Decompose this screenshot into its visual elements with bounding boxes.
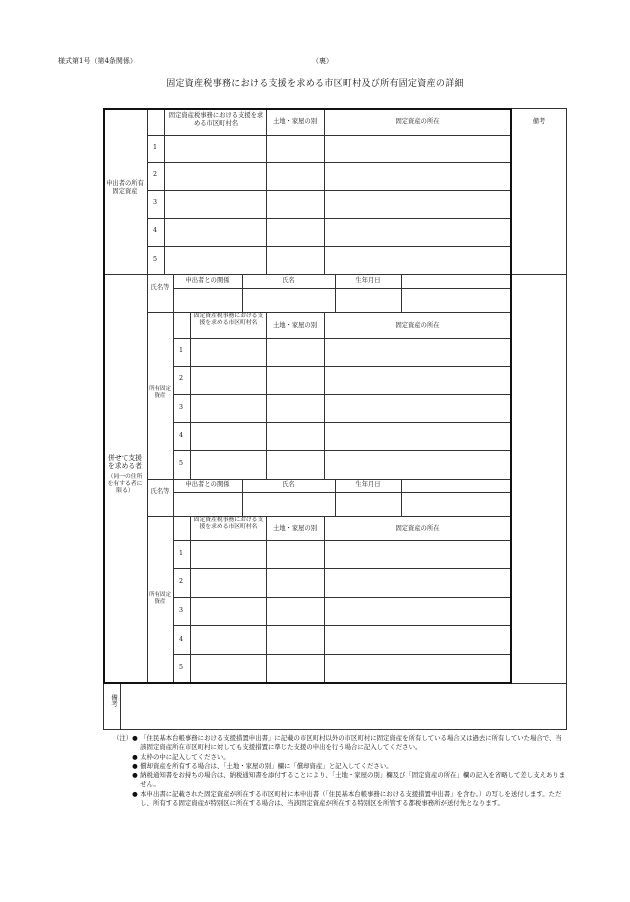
note-item: 太枠の中に記入してください。: [140, 752, 230, 761]
row-number: 4: [153, 227, 158, 234]
col-header-land-house: 土地・家屋の別: [272, 118, 318, 125]
col-header-municipality: 固定資産税事務における支援を求める市区町村名: [193, 313, 264, 326]
remarks-footer-label: 備考: [110, 694, 118, 707]
note-item: 本申出書に記載された固定資産が所在する市区町村に本申出書（「住民基本台帳事務における支援措置申出書」を含む。）の写しを送付します。ただし、所有する固定資産が特別区に所在する場合は、当該固定資産が所在する特別区を所管する都税事務所が送付先となります。: [140, 789, 562, 807]
row-number: 2: [179, 578, 184, 585]
row-number: 5: [153, 256, 158, 263]
relation-label: 申出者との関係: [185, 481, 230, 488]
name-etc-label: 氏名等: [150, 284, 170, 291]
col-header-remarks: 備考: [532, 118, 546, 125]
name-etc-label: 氏名等: [150, 488, 170, 495]
row-number: 3: [179, 607, 184, 614]
row-number: 3: [153, 199, 158, 206]
relation-label: 申出者との関係: [185, 277, 230, 284]
row-number: 4: [179, 432, 184, 439]
page-title: 固定資産税事務における支援を求める市区町村及び所有固定資産の詳細: [166, 79, 464, 89]
joint-persons-label: 併せて支援を求める者: [108, 454, 142, 471]
name-label: 氏名: [282, 481, 295, 488]
col-header-location: 固定資産の所在: [395, 118, 440, 125]
row-number: 1: [179, 347, 184, 354]
note-item: 納税通知書をお持ちの場合は、納税通知書を添付することにより、「土地・家屋の別」欄及び「固定資産の所在」欄の記入を省略して差し支えありません。: [140, 771, 566, 789]
owned-assets-label: 所有固定資産: [148, 386, 171, 399]
birth-label: 生年月日: [355, 277, 381, 284]
row-number: 3: [179, 404, 184, 411]
row-number: 4: [179, 636, 184, 643]
asset-table: [103, 108, 567, 730]
applicant-assets-label: 申出者の所有固定資産: [106, 180, 144, 195]
col-header-land-house: 土地・家屋の別: [272, 322, 318, 329]
note-item: 「住民基本台帳事務における支援措置申出書」に記載の市区町村以外の市区町村に固定資産を所有している場合又は過去に所有していた場合で、当該固定資産所在市区町村に対しても支援措置に準じた支援の申出を行う場合に記入してください。: [140, 734, 562, 752]
row-number: 2: [153, 171, 158, 178]
col-header-location: 固定資産の所在: [395, 322, 440, 329]
row-number: 5: [179, 460, 184, 467]
joint-persons-sublabel: （同一の住所を有する者に限る）: [107, 474, 143, 494]
row-number: 2: [179, 375, 184, 382]
owned-assets-label: 所有固定資産: [148, 592, 171, 605]
col-header-location: 固定資産の所在: [395, 525, 440, 532]
row-number: 1: [179, 550, 184, 557]
notes: （注） ● 「住民基本台帳事務における支援措置申出書」に記載の市区町村以外の市区町村に固定資産を所有している場合又は過去に所有していた場合で、当該固定資産所在市区町村に対しても支援措置に準じた支援の申出を行う場合に記入してください。 ● 太枠の中に記入してください。 ● 償却資産を所有する場合は、「土地・家屋の別」欄に「償却資産」と記入してください。 ● 納税通知書をお持ちの場合は、納税通知書を添付することにより、「土地・家屋の別」欄及び「固定資産の所在」欄の記入を省略して差し支えありません。 ● 本申出書に記載された固定資産が所在する市区町村に本申出書（「住民基本台帳事務における支援措置申出書」を含む。）の写しを送付します。ただし、所有する固定資産が特別区に所在する場合は、当該固定資産が所在する特別区を所管する都税事務所が送付先となります。: [113, 734, 568, 808]
col-header-municipality: 固定資産税事務における支援を求める市区町村名: [193, 517, 264, 530]
row-number: 1: [153, 144, 158, 151]
col-header-land-house: 土地・家屋の別: [272, 525, 318, 532]
row-number: 5: [179, 664, 184, 671]
name-label: 氏名: [282, 277, 295, 284]
form-number: 様式第1号（第4条関係）: [58, 57, 137, 65]
side-label: （裏）: [312, 57, 333, 65]
note-mark: （注）: [113, 734, 133, 742]
birth-label: 生年月日: [355, 481, 381, 488]
note-item: 償却資産を所有する場合は、「土地・家屋の別」欄に「償却資産」と記入してください。: [140, 761, 393, 770]
col-header-municipality: 固定資産税事務における支援を求める市区町村名: [168, 112, 264, 127]
